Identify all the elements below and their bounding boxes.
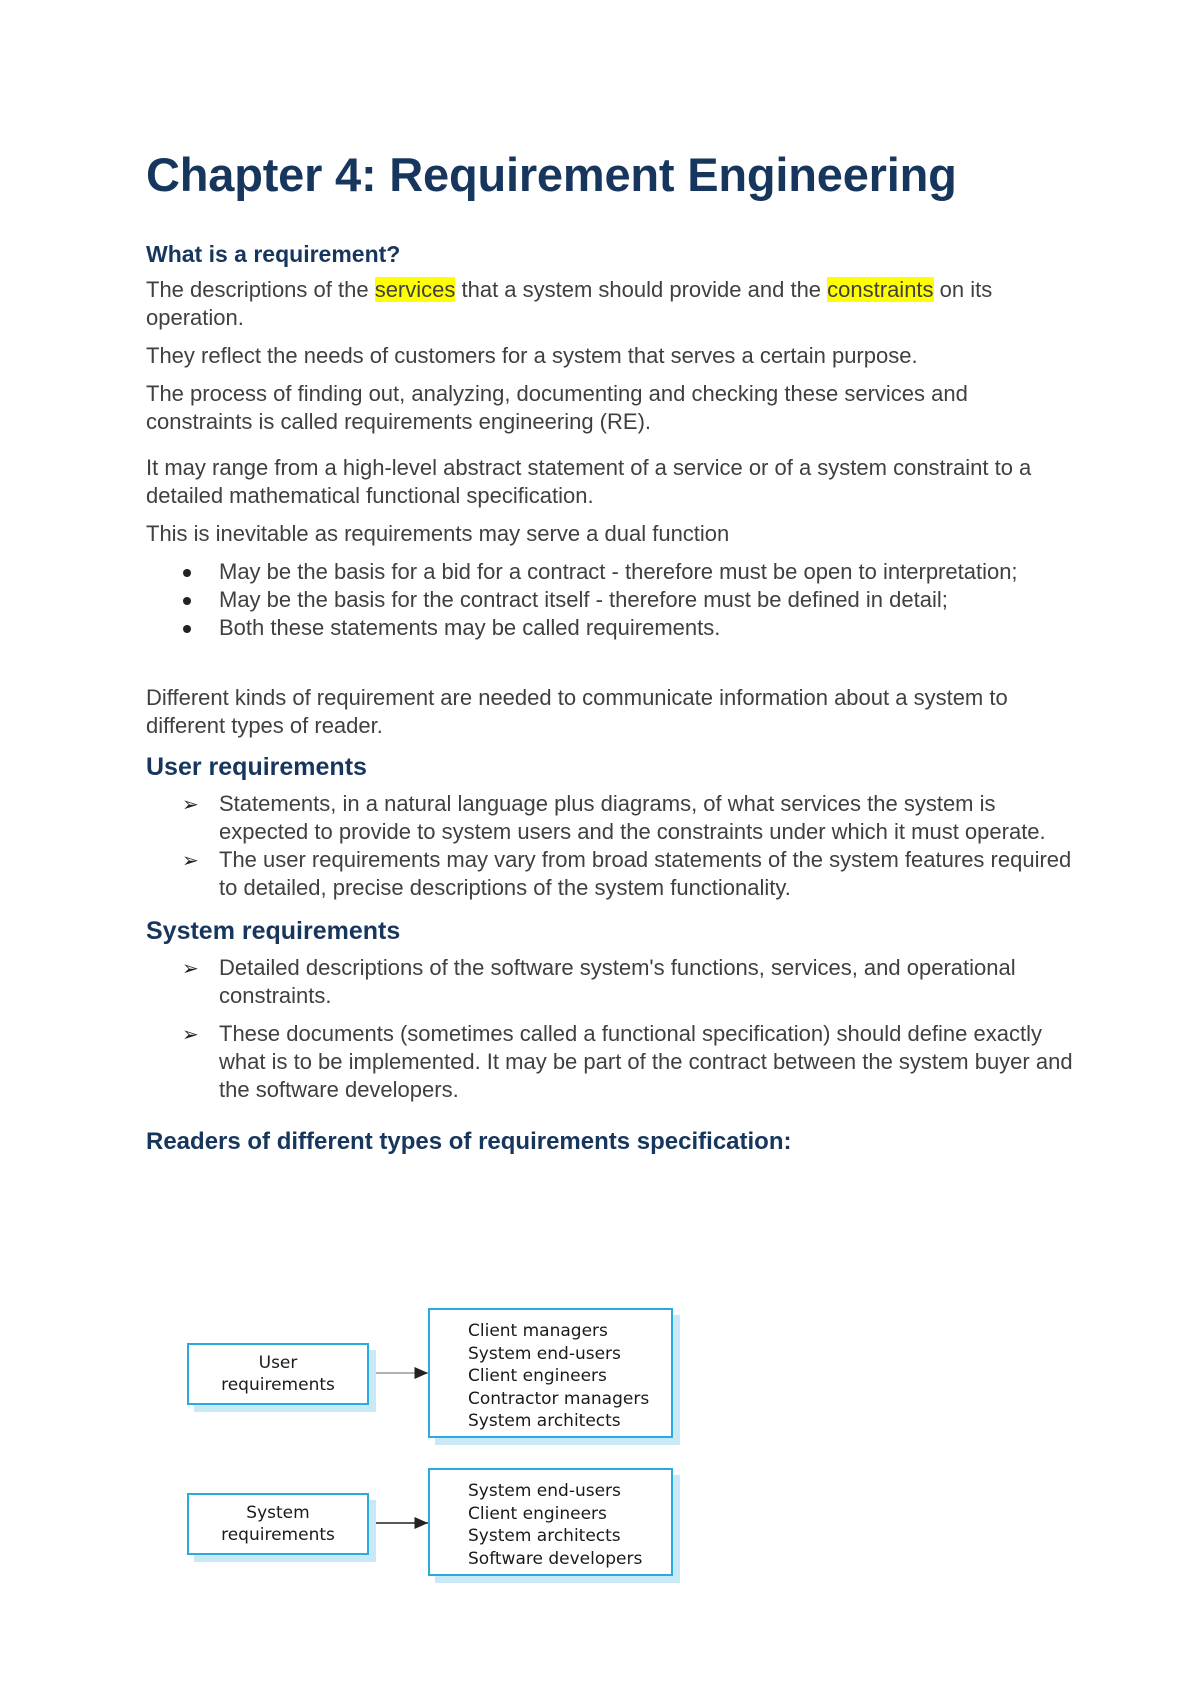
section-heading-system-requirements: System requirements bbox=[146, 917, 401, 945]
highlight-constraints: constraints bbox=[827, 277, 934, 302]
list-item bbox=[146, 954, 1076, 1010]
readers-diagram bbox=[0, 1290, 1200, 1610]
section-heading-user-requirements: User requirements bbox=[146, 753, 367, 781]
spacer bbox=[146, 642, 1076, 684]
list-item-text: Statements, in a natural language plus diagrams, of what services the system is expected to provide to system users and the constraints under which it must operate. bbox=[219, 791, 1046, 844]
system-requirements-list bbox=[146, 954, 1076, 1104]
text-segment: on its operation. bbox=[146, 277, 993, 330]
box-label: User bbox=[258, 1353, 298, 1373]
text-segment: The descriptions of the bbox=[146, 277, 375, 302]
paragraph-definition bbox=[146, 276, 1076, 332]
paragraph-dual-function: This is inevitable as requirements may serve a dual function bbox=[146, 521, 730, 546]
paragraph-kinds: Different kinds of requirement are needed to communicate information about a system to different types of reader. bbox=[146, 685, 1008, 738]
readers-heading: Readers of different types of requirements specification: bbox=[146, 1128, 792, 1155]
section-heading-what-is-requirement: What is a requirement? bbox=[146, 241, 401, 267]
reader-item: Contractor managers bbox=[468, 1388, 650, 1409]
system-readers-box bbox=[428, 1468, 673, 1576]
box-label: requirements bbox=[221, 1375, 335, 1395]
reader-item: System end-users bbox=[468, 1481, 621, 1501]
list-item bbox=[146, 846, 1076, 902]
reader-item: System architects bbox=[468, 1411, 621, 1431]
page-title: Chapter 4: Requirement Engineering bbox=[146, 148, 957, 201]
box-label: System bbox=[246, 1503, 310, 1523]
highlight-services: services bbox=[374, 277, 456, 302]
list-item-text: Both these statements may be called requirements. bbox=[219, 615, 721, 640]
arrow-bullet-icon: ➢ bbox=[182, 792, 199, 816]
list-item-text: The user requirements may vary from broad statements of the system features required to detailed, precise descriptions of the system functionality. bbox=[219, 847, 1072, 900]
list-item-text: These documents (sometimes called a functional specification) should define exactly what is to be implemented. It may be part of the contract between the system buyer and the software developers. bbox=[219, 1021, 1073, 1102]
bullet-list bbox=[146, 558, 1076, 642]
reader-item: System architects bbox=[468, 1526, 621, 1546]
list-item-text: Detailed descriptions of the software system's functions, services, and operational constraints. bbox=[219, 955, 1016, 1008]
list-item bbox=[146, 790, 1076, 846]
document-content bbox=[146, 140, 1076, 1158]
list-item-text: May be the basis for the contract itself - therefore must be defined in detail; bbox=[219, 587, 948, 612]
reader-item: Client engineers bbox=[468, 1503, 607, 1524]
list-item-text: May be the basis for a bid for a contract - therefore must be open to interpretation; bbox=[219, 559, 1018, 584]
paragraph-range: It may range from a high-level abstract statement of a service or of a system constraint to a detailed mathematical functional specification. bbox=[146, 455, 1032, 508]
paragraph-process: The process of finding out, analyzing, documenting and checking these services and constraints is called requirements engineering (RE). bbox=[146, 381, 968, 434]
reader-item: Software developers bbox=[468, 1548, 643, 1569]
bullet-icon bbox=[183, 625, 191, 633]
list-item bbox=[146, 586, 1076, 614]
bullet-icon bbox=[183, 569, 191, 577]
reader-item: Client engineers bbox=[468, 1366, 607, 1386]
arrow-bullet-icon: ➢ bbox=[182, 1022, 199, 1046]
box-label: requirements bbox=[221, 1525, 335, 1545]
user-requirements-box bbox=[187, 1343, 369, 1405]
arrow-bullet-icon: ➢ bbox=[182, 956, 199, 980]
arrow-bullet-icon: ➢ bbox=[182, 848, 199, 872]
list-item bbox=[146, 614, 1076, 642]
text-segment: that a system should provide and the bbox=[455, 277, 828, 302]
bullet-icon bbox=[183, 597, 191, 605]
reader-item: System end-users bbox=[468, 1343, 621, 1364]
system-requirements-box bbox=[187, 1493, 369, 1555]
paragraph-needs: They reflect the needs of customers for a system that serves a certain purpose. bbox=[146, 343, 918, 368]
user-readers-box bbox=[428, 1308, 673, 1438]
list-item bbox=[146, 1020, 1076, 1104]
list-item bbox=[146, 558, 1076, 586]
user-requirements-list bbox=[146, 790, 1076, 902]
reader-item: Client managers bbox=[468, 1321, 608, 1341]
